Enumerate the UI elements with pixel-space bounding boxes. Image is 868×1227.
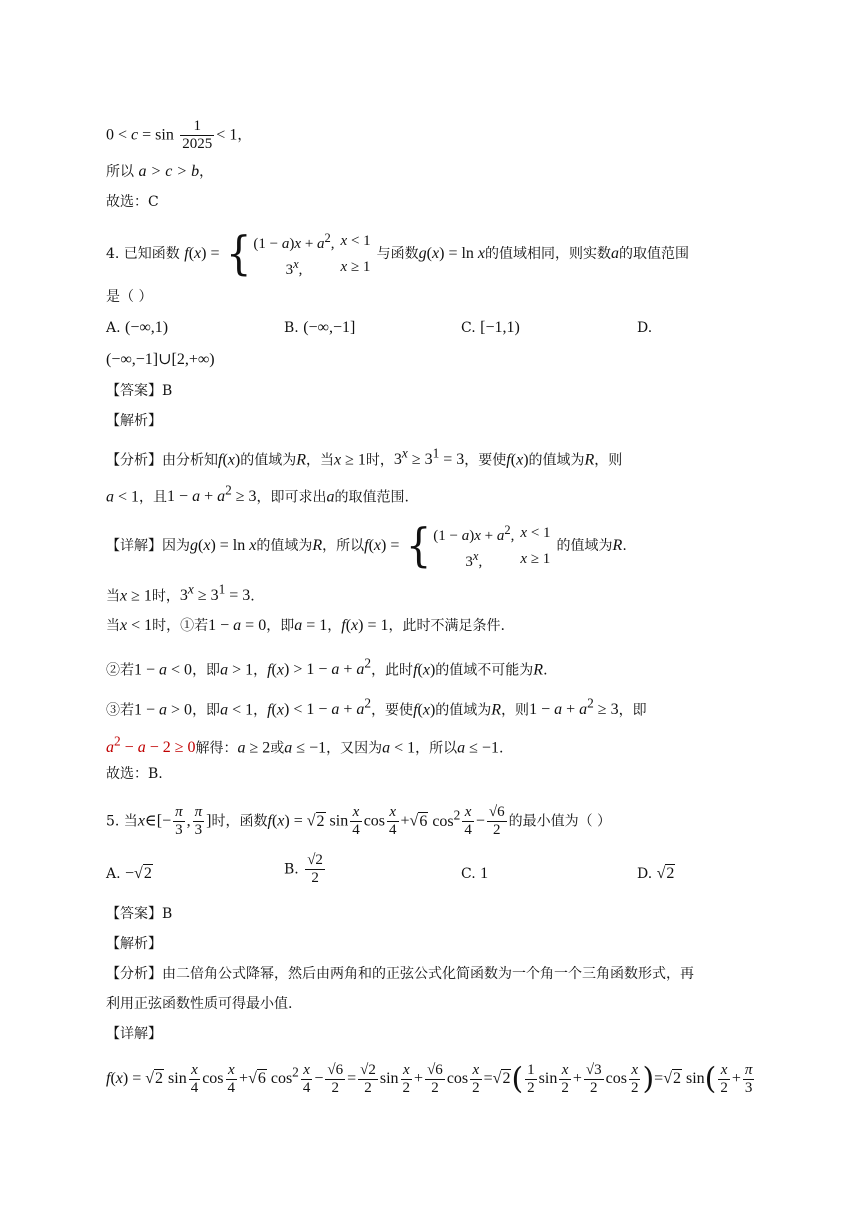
case-1: 当x < 1时，①若1 − a = 0，即a = 1，f(x) = 1，此时不满足条件. [106, 617, 505, 634]
q5-option-c[interactable]: C. 1 [461, 865, 489, 882]
case-2: ②若1 − a < 0，即a > 1，$f(x) > 1 - a + a^2$，此时f(x)的值域不可能为R. [106, 656, 548, 679]
detail-5-heading: 【详解】 [106, 1026, 162, 1042]
q4-option-c[interactable]: C. [−1,1) [461, 319, 520, 336]
q5-option-d[interactable]: D. √2 [637, 865, 675, 882]
inequality-line-c: 0 < c = sin $\frac{1}{2025}$ < 1， [106, 118, 252, 152]
case-3-solution: $a^2 - a - 2 \ge 0$解得：a ≥ 2或a ≤ −1，又因为a < 1，所以a ≤ −1. [106, 734, 504, 757]
q4-option-a[interactable]: A. (−∞,1) [106, 319, 169, 336]
detail-4-line-1: 【详解】因为g(x) = ln x的值域为R，所以f(x) = { $(1 - a)x + a^2$, x < 1 3$^x$, x ≥ 1 的值域为R. [106, 519, 627, 573]
question-4-cont: 是（ ） [106, 289, 153, 305]
highlighted-inequality: $a^2 - a - 2 \ge 0$ [106, 734, 196, 757]
q4-option-d-value: (−∞,−1]∪[2,+∞) [106, 351, 215, 368]
analysis-4-heading: 【解析】 [106, 413, 162, 429]
q4-option-d[interactable]: D. [637, 320, 653, 336]
q4-option-b[interactable]: B. (−∞,−1] [284, 319, 356, 336]
case-3: ③若1 − a > 0，即a < 1，$f(x) < 1 - a + a^2$，要使f(x)的值域为R，则$1 - a + a^2 \ge 3$，即 [106, 696, 647, 719]
analysis-5-heading: 【解析】 [106, 936, 162, 952]
analysis-5-line-2: 利用正弦函数性质可得最小值. [106, 996, 293, 1012]
question-4-stem: 4. 已知函数 f(x) = { $(1 - a)x + a^2$, x < 1 3$^x$, x ≥ 1 与函数g(x) = ln x的值域相同，则实数a的取值范围 [106, 227, 690, 281]
conclusion-line: 所以 a > c > b， [106, 163, 214, 180]
analysis-4-line-1: 【分析】由分析知f(x)的值域为R，当x ≥ 1时，$3^x \ge 3^1 = 3$，要使f(x)的值域为R，则 [106, 446, 623, 469]
case-x-ge-1: 当x ≥ 1时，$3^x \ge 3^1 = 3$. [106, 582, 255, 605]
detail-5-formula: f(x) = √2 sin $\frac{x}{4}$ cos $\frac{x}{4}$ +√6 $\cos^2$ $\frac{x}{4}$ − $\frac{√6}{2}$ = $\frac{√2}{2}$ sin $\frac{x}{2}$ + $\frac{√6}{2}$ cos $\frac{x}{2}$ =√2( $\frac{1}{2}$ sin $\frac{x}{2}$ + $\frac{√3}{2}$ cos $\frac{x}{2}$ )=√2 sin( $\frac{x}{2}$ + $\frac{\pi}{3}$ [106, 1061, 753, 1097]
q5-option-a[interactable]: A. −√2 [106, 865, 152, 882]
answer-4: 【答案】B [106, 383, 173, 399]
analysis-5-line-1: 【分析】由二倍角公式降幂，然后由两角和的正弦公式化简函数为一个角一个三角函数形式，再 [106, 966, 694, 982]
question-5-stem: 5. 当x∈[− $\frac{\pi}{3}$ , $\frac{\pi}{3}$ ]时，函数f(x) = √2 sin $\frac{x}{4}$ cos $\frac{x}{4}$ +√6 $\cos^2$ $\frac{x}{4}$ − $\frac{√6}{2}$ 的最小值为（ ） [106, 804, 612, 838]
answer-select-4: 故选：B. [106, 766, 163, 782]
answer-select-3: 故选：C [106, 194, 159, 210]
analysis-4-line-2: a < 1，且$1 - a + a^2 \ge 3$，即可求出a的取值范围. [106, 483, 409, 506]
q5-option-b[interactable]: B. $\frac{√2}{2}$ [284, 852, 323, 886]
answer-5: 【答案】B [106, 906, 173, 922]
